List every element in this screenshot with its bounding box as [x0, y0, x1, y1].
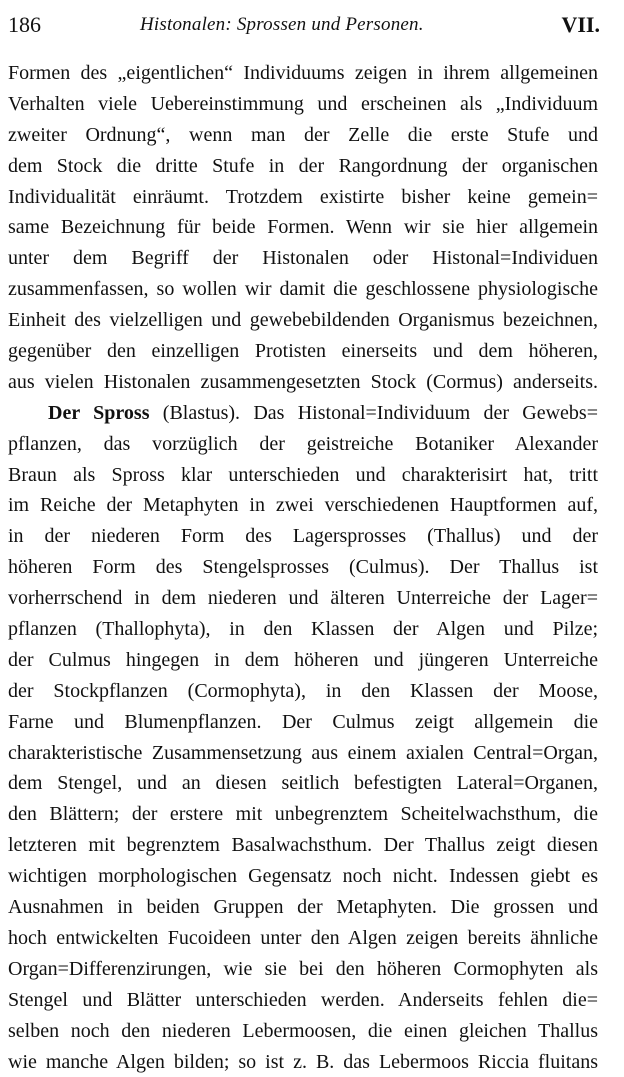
text-line: charakteristische Zusammensetzung aus einem axialen Central=Organ,	[8, 738, 598, 769]
text-line: Braun als Spross klar unterschieden und charakterisirt hat, tritt	[8, 460, 598, 491]
text-line: im Reiche der Metaphyten in zwei verschiedenen Hauptformen auf,	[8, 490, 598, 521]
text-line: selben noch den niederen Lebermoosen, die einen gleichen Thallus	[8, 1016, 598, 1047]
text-line: Einheit des vielzelligen und gewebebildenden Organismus bezeichnen,	[8, 305, 598, 336]
text-line: vorherrschend in dem niederen und älteren Unterreiche der Lager=	[8, 583, 598, 614]
text-line: (Blastus). Das Histonal=Individuum der Gewebs=	[163, 402, 598, 424]
text-line: der Stockpflanzen (Cormophyta), in den Klassen der Moose,	[8, 676, 598, 707]
page-header	[8, 8, 598, 42]
book-page	[8, 8, 598, 1048]
text-line: same Bezeichnung für beide Formen. Wenn wir sie hier allgemein	[8, 212, 598, 243]
text-line: Ausnahmen in beiden Gruppen der Metaphyten. Die grossen und	[8, 892, 598, 923]
text-line: Farne und Blumenpflanzen. Der Culmus zeigt allgemein die	[8, 707, 598, 738]
lead-term: Der Spross	[48, 402, 149, 424]
text-line: pflanzen, das vorzüglich der geistreiche Botaniker Alexander	[8, 429, 598, 460]
text-line: höheren Form des Stengelsprosses (Culmus). Der Thallus ist	[8, 552, 598, 583]
text-line: unter dem Begriff der Histonalen oder Histonal=Individuen	[8, 243, 598, 274]
text-line: aus vielen Histonalen zusammengesetzten Stock (Cormus) anderseits.	[8, 367, 598, 398]
text-line: Verhalten viele Uebereinstimmung und erscheinen als „Individuum	[8, 89, 598, 120]
text-line: den Blättern; der erstere mit unbegrenztem Scheitelwachsthum, die	[8, 799, 598, 830]
body-text	[8, 58, 598, 1077]
chapter-number: VII.	[561, 12, 600, 38]
text-line: wichtigen morphologischen Gegensatz noch nicht. Indessen giebt es	[8, 861, 598, 892]
text-line: Stengel und Blätter unterschieden werden. Anderseits fehlen die=	[8, 985, 598, 1016]
text-line: in der niederen Form des Lagersprosses (Thallus) und der	[8, 521, 598, 552]
paragraph-start-line	[8, 398, 598, 429]
text-line: zusammenfassen, so wollen wir damit die geschlossene physiologische	[8, 274, 598, 305]
text-line: dem Stengel, und an diesen seitlich befestigten Lateral=Organen,	[8, 768, 598, 799]
text-line: zweiter Ordnung“, wenn man der Zelle die erste Stufe und	[8, 120, 598, 151]
text-line: der Culmus hingegen in dem höheren und jüngeren Unterreiche	[8, 645, 598, 676]
text-line: Organ=Differenzirungen, wie sie bei den höheren Cormophyten als	[8, 954, 598, 985]
text-line: wie manche Algen bilden; so ist z. B. das Lebermoos Riccia fluitans	[8, 1047, 598, 1077]
text-line: hoch entwickelten Fucoideen unter den Algen zeigen bereits ähnliche	[8, 923, 598, 954]
text-line: Formen des „eigentlichen“ Individuums zeigen in ihrem allgemeinen	[8, 58, 598, 89]
running-title: Histonalen: Sprossen und Personen.	[140, 14, 424, 36]
page-number: 186	[8, 12, 41, 38]
text-line: gegenüber den einzelligen Protisten einerseits und dem höheren,	[8, 336, 598, 367]
text-line: pflanzen (Thallophyta), in den Klassen der Algen und Pilze;	[8, 614, 598, 645]
text-line: dem Stock die dritte Stufe in der Rangordnung der organischen	[8, 151, 598, 182]
text-line: letzteren mit begrenztem Basalwachsthum. Der Thallus zeigt diesen	[8, 830, 598, 861]
text-line: Individualität einräumt. Trotzdem existirte bisher keine gemein=	[8, 182, 598, 213]
